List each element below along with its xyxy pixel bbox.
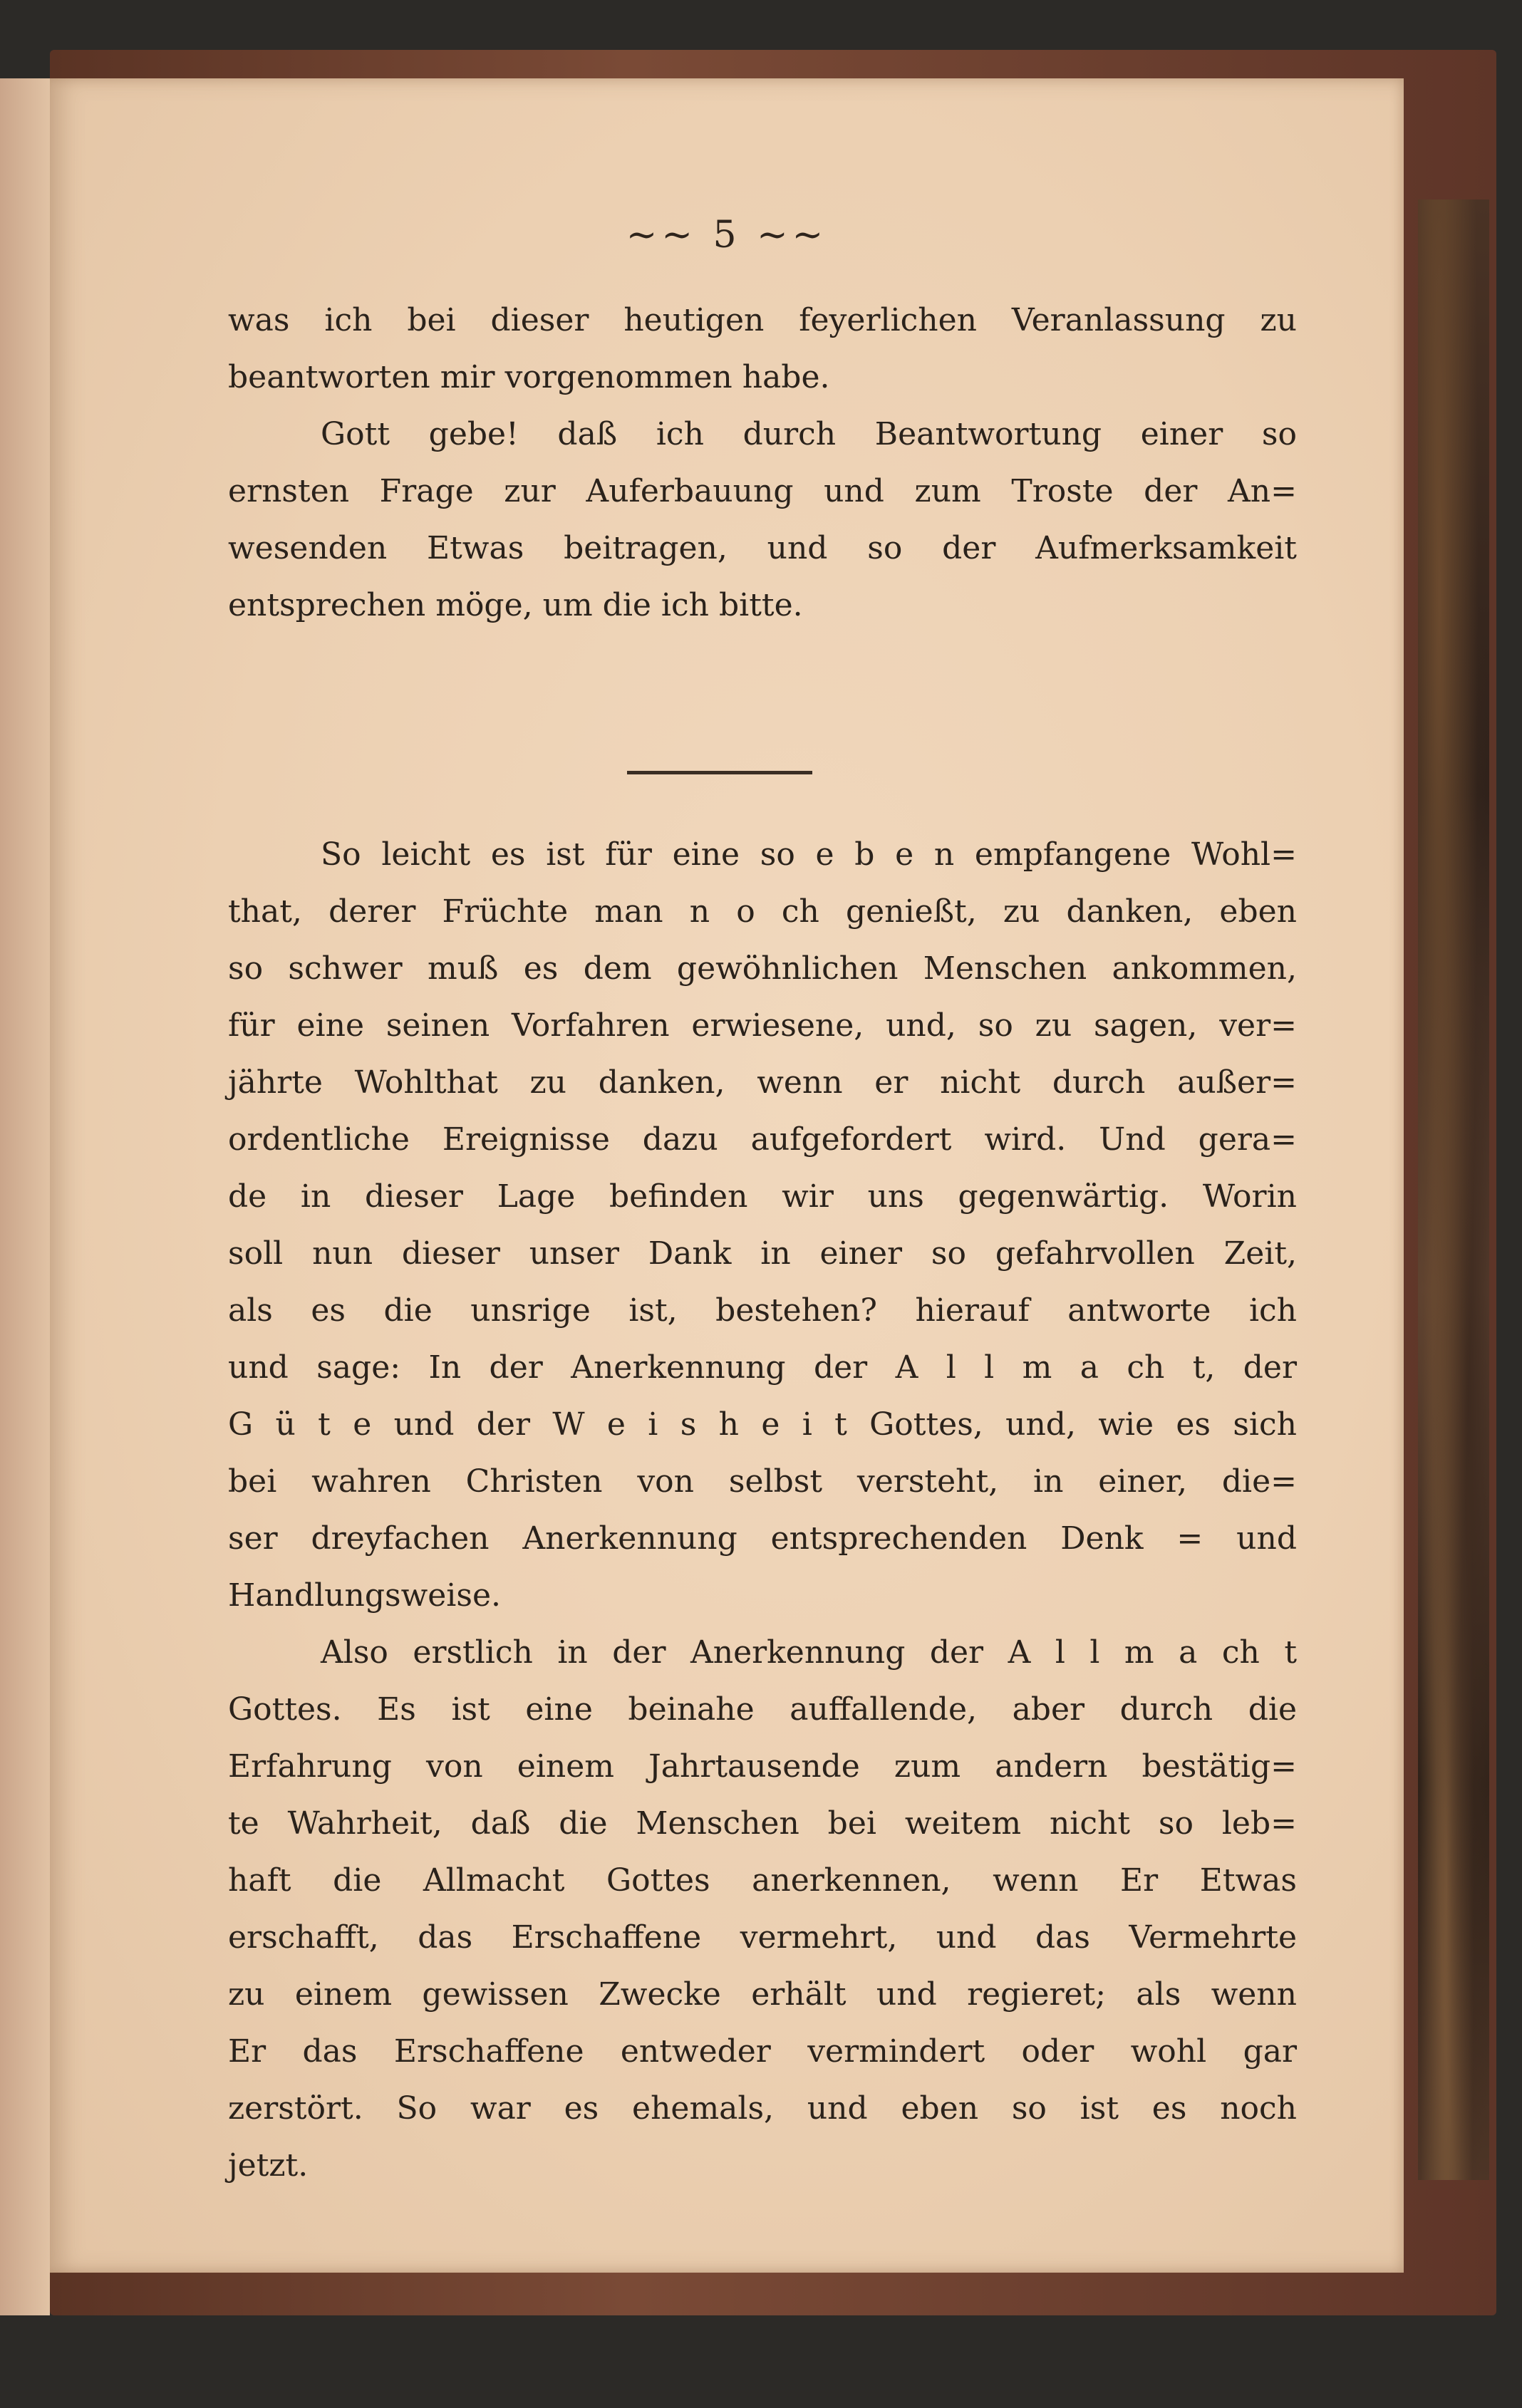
- text-line: beantworten mir vorgenommen habe.: [228, 359, 830, 395]
- text-line: Erfahrung von einem Jahrtausende zum andern bestätig=: [228, 1748, 1297, 1785]
- text-line: Also erstlich in der Anerkennung der A l l m a ch t: [321, 1634, 1297, 1671]
- text-line: jährte Wohlthat zu danken, wenn er nicht durch außer=: [228, 1064, 1297, 1101]
- page-number: ~~ 5 ~~: [626, 214, 828, 256]
- text-line: ordentliche Ereignisse dazu aufgefordert wird. Und gera=: [228, 1121, 1297, 1158]
- text-line: wesenden Etwas beitragen, und so der Aufmerksamkeit: [228, 530, 1297, 566]
- text-line: zu einem gewissen Zwecke erhält und regieret; als wenn: [228, 1976, 1297, 2013]
- text-line: ser dreyfachen Anerkennung entsprechenden Denk = und: [228, 1520, 1297, 1557]
- book-page: [50, 78, 1404, 2273]
- text-line: so schwer muß es dem gewöhnlichen Menschen ankommen,: [228, 950, 1297, 987]
- intro-paragraph: [228, 292, 1297, 634]
- section-divider: [627, 771, 812, 774]
- text-line: als es die unsrige ist, bestehen? hierauf antworte ich: [228, 1292, 1297, 1329]
- text-line: Handlungsweise.: [228, 1577, 501, 1614]
- text-line: Er das Erschaffene entweder vermindert oder wohl gar: [228, 2033, 1297, 2070]
- text-line: ernsten Frage zur Auferbauung und zum Troste der An=: [228, 473, 1297, 509]
- text-line: entsprechen möge, um die ich bitte.: [228, 587, 803, 623]
- text-line: that, derer Früchte man n o ch genießt, zu danken, eben: [228, 893, 1297, 930]
- text-line: So leicht es ist für eine so e b e n empfangene Wohl=: [321, 836, 1297, 873]
- text-line: Gott gebe! daß ich durch Beantwortung einer so: [321, 416, 1297, 452]
- text-line: Gottes. Es ist eine beinahe auffallende, aber durch die: [228, 1691, 1297, 1728]
- text-line: und sage: In der Anerkennung der A l l m a ch t, der: [228, 1349, 1297, 1386]
- main-paragraph: [228, 826, 1297, 2194]
- text-line: zerstört. So war es ehemals, und eben so ist es noch: [228, 2090, 1297, 2127]
- text-line: bei wahren Christen von selbst versteht, in einer, die=: [228, 1463, 1297, 1500]
- text-line: für eine seinen Vorfahren erwiesene, und, so zu sagen, ver=: [228, 1007, 1297, 1044]
- facing-page-edge: [0, 78, 50, 2315]
- marbled-cover-edge: [1418, 199, 1489, 2180]
- text-line: te Wahrheit, daß die Menschen bei weitem nicht so leb=: [228, 1805, 1297, 1842]
- text-line: erschafft, das Erschaffene vermehrt, und das Vermehrte: [228, 1919, 1297, 1956]
- text-line: jetzt.: [228, 2147, 309, 2184]
- text-line: G ü t e und der W e i s h e i t Gottes, und, wie es sich: [228, 1406, 1297, 1443]
- text-line: soll nun dieser unser Dank in einer so gefahrvollen Zeit,: [228, 1235, 1297, 1272]
- text-line: haft die Allmacht Gottes anerkennen, wenn Er Etwas: [228, 1862, 1297, 1899]
- text-line: de in dieser Lage befinden wir uns gegenwärtig. Worin: [228, 1178, 1297, 1215]
- text-line: was ich bei dieser heutigen feyerlichen Veranlassung zu: [228, 302, 1297, 338]
